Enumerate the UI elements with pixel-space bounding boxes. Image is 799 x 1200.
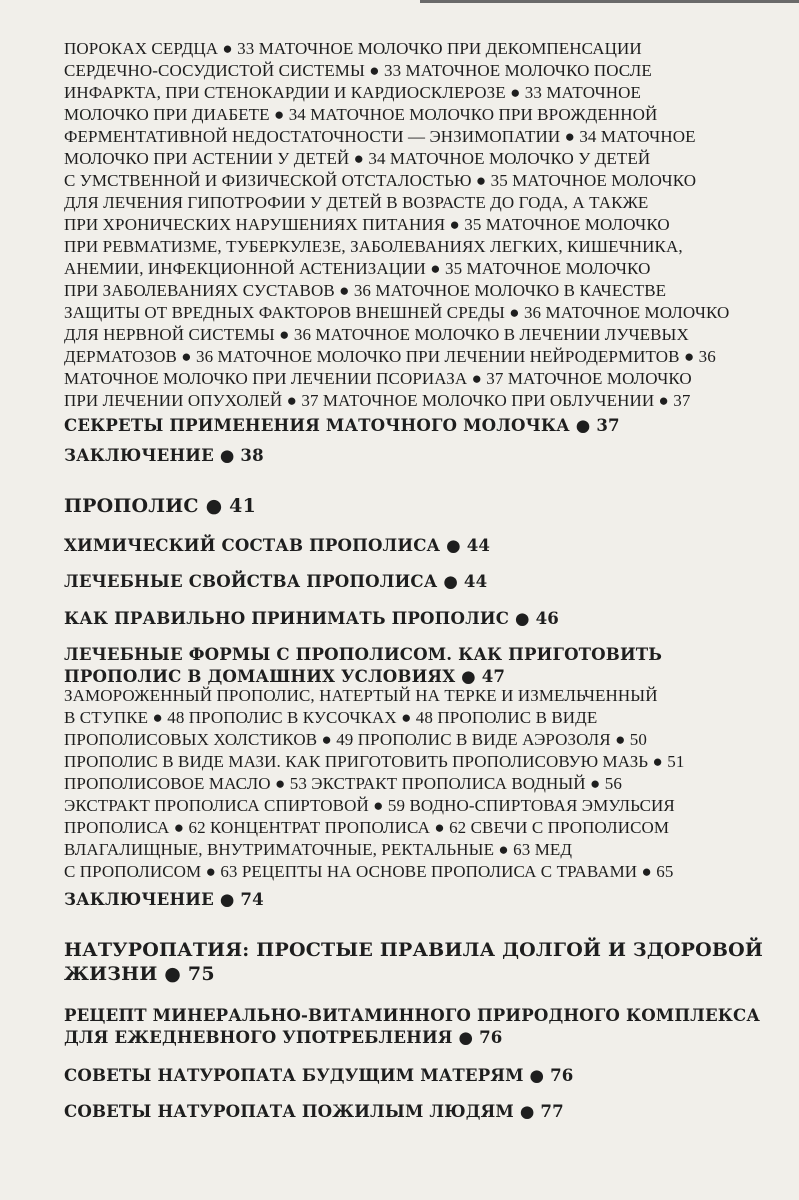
naturopathy-chapter-title	[64, 938, 784, 986]
toc-line: ДЛЯ НЕРВНОЙ СИСТЕМЫ ● 36 МАТОЧНОЕ МОЛОЧКО В ЛЕЧЕНИИ ЛУЧЕВЫХ	[64, 325, 689, 344]
toc-line: МОЛОЧКО ПРИ ДИАБЕТЕ ● 34 МАТОЧНОЕ МОЛОЧКО ПРИ ВРОЖДЕННОЙ	[64, 105, 658, 124]
toc-line: ЭКСТРАКТ ПРОПОЛИСА СПИРТОВОЙ ● 59 ВОДНО-СПИРТОВАЯ ЭМУЛЬСИЯ	[64, 796, 675, 815]
toc-line: ВЛАГАЛИЩНЫЕ, ВНУТРИМАТОЧНЫЕ, РЕКТАЛЬНЫЕ ● 63 МЕД	[64, 840, 573, 859]
toc-line: ДЕРМАТОЗОВ ● 36 МАТОЧНОЕ МОЛОЧКО ПРИ ЛЕЧЕНИИ НЕЙРОДЕРМИТОВ ● 36	[64, 347, 716, 366]
toc-line: АНЕМИИ, ИНФЕКЦИОННОЙ АСТЕНИЗАЦИИ ● 35 МАТОЧНОЕ МОЛОЧКО	[64, 259, 651, 278]
toc-line: ЗАМОРОЖЕННЫЙ ПРОПОЛИС, НАТЕРТЫЙ НА ТЕРКЕ И ИЗМЕЛЬЧЕННЫЙ	[64, 686, 658, 705]
toc-heading: ЛЕЧЕБНЫЕ СВОЙСТВА ПРОПОЛИСА ● 44	[64, 571, 488, 591]
toc-line: ДЛЯ ЛЕЧЕНИЯ ГИПОТРОФИИ У ДЕТЕЙ В ВОЗРАСТЕ ДО ГОДА, А ТАКЖЕ	[64, 193, 649, 212]
toc-line: ПРИ РЕВМАТИЗМЕ, ТУБЕРКУЛЕЗЕ, ЗАБОЛЕВАНИЯХ ЛЕГКИХ, КИШЕЧНИКА,	[64, 237, 683, 256]
toc-heading: ХИМИЧЕСКИЙ СОСТАВ ПРОПОЛИСА ● 44	[64, 535, 491, 555]
toc-line: ПРИ ЗАБОЛЕВАНИЯХ СУСТАВОВ ● 36 МАТОЧНОЕ МОЛОЧКО В КАЧЕСТВЕ	[64, 281, 667, 300]
toc-heading: ЗАКЛЮЧЕНИЕ ● 38	[64, 445, 264, 465]
royal-jelly-secrets	[64, 414, 784, 436]
propolis-forms-entries	[64, 685, 784, 883]
royal-jelly-conclusion	[64, 444, 784, 466]
toc-heading: СОВЕТЫ НАТУРОПАТА БУДУЩИМ МАТЕРЯМ ● 76	[64, 1065, 574, 1085]
toc-line: В СТУПКЕ ● 48 ПРОПОЛИС В КУСОЧКАХ ● 48 ПРОПОЛИС В ВИДЕ	[64, 708, 598, 727]
toc-heading: КАК ПРАВИЛЬНО ПРИНИМАТЬ ПРОПОЛИС ● 46	[64, 608, 559, 628]
toc-line: МОЛОЧКО ПРИ АСТЕНИИ У ДЕТЕЙ ● 34 МАТОЧНОЕ МОЛОЧКО У ДЕТЕЙ	[64, 149, 651, 168]
naturopathy-heading	[64, 1100, 784, 1122]
propolis-heading	[64, 570, 784, 592]
toc-line: ПРОПОЛИС В ВИДЕ МАЗИ. КАК ПРИГОТОВИТЬ ПРОПОЛИСОВУЮ МАЗЬ ● 51	[64, 752, 685, 771]
propolis-forms-heading	[64, 643, 784, 687]
naturopathy-heading	[64, 1064, 784, 1086]
toc-line: ФЕРМЕНТАТИВНОЙ НЕДОСТАТОЧНОСТИ — ЭНЗИМОПАТИИ ● 34 МАТОЧНОЕ	[64, 127, 696, 146]
chapter-title: ПРОПОЛИС ● 41	[64, 495, 256, 517]
toc-line: ПРИ ХРОНИЧЕСКИХ НАРУШЕНИЯХ ПИТАНИЯ ● 35 МАТОЧНОЕ МОЛОЧКО	[64, 215, 670, 234]
toc-line: СЕРДЕЧНО-СОСУДИСТОЙ СИСТЕМЫ ● 33 МАТОЧНОЕ МОЛОЧКО ПОСЛЕ	[64, 61, 652, 80]
naturopathy-recipe	[64, 1004, 784, 1048]
chapter-title: ЖИЗНИ ● 75	[64, 963, 215, 985]
propolis-chapter-title	[64, 494, 784, 518]
top-rule	[420, 0, 799, 3]
toc-heading: ПРОПОЛИС В ДОМАШНИХ УСЛОВИЯХ ● 47	[64, 666, 506, 686]
toc-heading: ДЛЯ ЕЖЕДНЕВНОГО УПОТРЕБЛЕНИЯ ● 76	[64, 1027, 503, 1047]
toc-line: ИНФАРКТА, ПРИ СТЕНОКАРДИИ И КАРДИОСКЛЕРОЗЕ ● 33 МАТОЧНОЕ	[64, 83, 642, 102]
propolis-heading	[64, 607, 784, 629]
toc-line: С ПРОПОЛИСОМ ● 63 РЕЦЕПТЫ НА ОСНОВЕ ПРОПОЛИСА С ТРАВАМИ ● 65	[64, 862, 674, 881]
toc-line: ПРОПОЛИСОВОЕ МАСЛО ● 53 ЭКСТРАКТ ПРОПОЛИСА ВОДНЫЙ ● 56	[64, 774, 622, 793]
toc-line: ПРОПОЛИСОВЫХ ХОЛСТИКОВ ● 49 ПРОПОЛИС В ВИДЕ АЭРОЗОЛЯ ● 50	[64, 730, 648, 749]
toc-heading: РЕЦЕПТ МИНЕРАЛЬНО-ВИТАМИННОГО ПРИРОДНОГО КОМПЛЕКСА	[64, 1005, 761, 1025]
toc-line: ПОРОКАХ СЕРДЦА ● 33 МАТОЧНОЕ МОЛОЧКО ПРИ ДЕКОМПЕНСАЦИИ	[64, 39, 642, 58]
top-entries	[64, 38, 784, 412]
toc-heading: СЕКРЕТЫ ПРИМЕНЕНИЯ МАТОЧНОГО МОЛОЧКА ● 37	[64, 415, 620, 435]
toc-heading: ЛЕЧЕБНЫЕ ФОРМЫ С ПРОПОЛИСОМ. КАК ПРИГОТОВИТЬ	[64, 644, 663, 664]
propolis-heading	[64, 534, 784, 556]
propolis-conclusion	[64, 888, 784, 910]
toc-line: ПРИ ЛЕЧЕНИИ ОПУХОЛЕЙ ● 37 МАТОЧНОЕ МОЛОЧКО ПРИ ОБЛУЧЕНИИ ● 37	[64, 391, 691, 410]
toc-line: С УМСТВЕННОЙ И ФИЗИЧЕСКОЙ ОТСТАЛОСТЬЮ ● 35 МАТОЧНОЕ МОЛОЧКО	[64, 171, 697, 190]
toc-line: ПРОПОЛИСА ● 62 КОНЦЕНТРАТ ПРОПОЛИСА ● 62 СВЕЧИ С ПРОПОЛИСОМ	[64, 818, 670, 837]
toc-line: МАТОЧНОЕ МОЛОЧКО ПРИ ЛЕЧЕНИИ ПСОРИАЗА ● 37 МАТОЧНОЕ МОЛОЧКО	[64, 369, 692, 388]
toc-line: ЗАЩИТЫ ОТ ВРЕДНЫХ ФАКТОРОВ ВНЕШНЕЙ СРЕДЫ ● 36 МАТОЧНОЕ МОЛОЧКО	[64, 303, 730, 322]
toc-heading: СОВЕТЫ НАТУРОПАТА ПОЖИЛЫМ ЛЮДЯМ ● 77	[64, 1101, 564, 1121]
toc-heading: ЗАКЛЮЧЕНИЕ ● 74	[64, 889, 264, 909]
chapter-title: НАТУРОПАТИЯ: ПРОСТЫЕ ПРАВИЛА ДОЛГОЙ И ЗДОРОВОЙ	[64, 939, 764, 961]
